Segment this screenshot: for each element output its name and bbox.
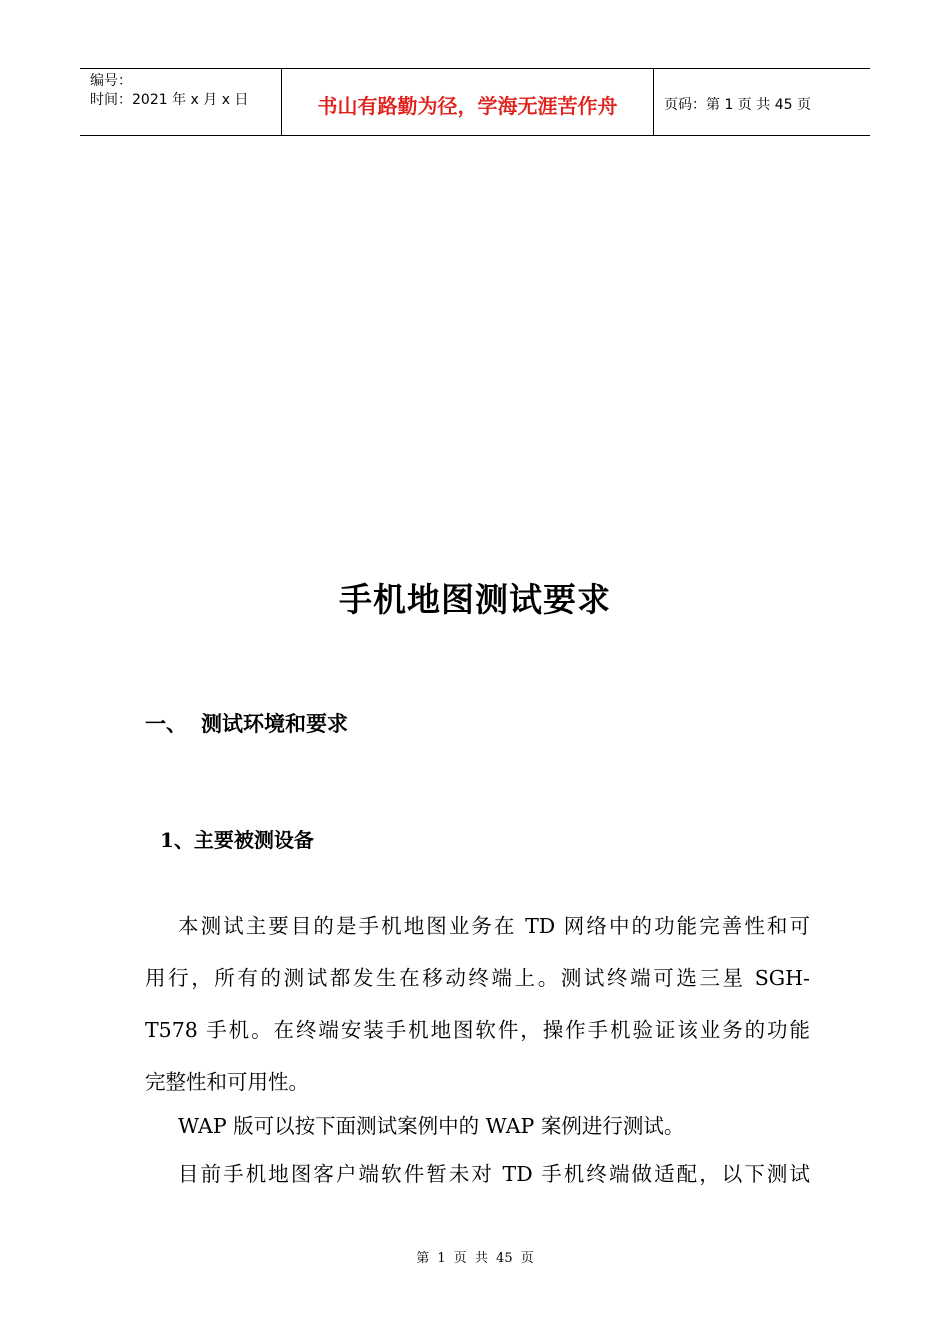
page-footer: 第 1 页 共 45 页 — [416, 1251, 534, 1266]
section-title: 测试环境和要求 — [201, 711, 348, 736]
document-title: 手机地图测试要求 — [339, 580, 611, 619]
header-motto: 书山有路勤为径，学海无涯苦作舟 — [281, 69, 654, 135]
body-line: WAP 版可以按下面测试案例中的 WAP 案例进行测试。 — [178, 1114, 685, 1138]
body-line: 本测试主要目的是手机地图业务在 TD 网络中的功能完善性和可 — [178, 914, 810, 938]
body-line: 用行，所有的测试都发生在移动终端上。测试终端可选三星 SGH- — [145, 966, 810, 990]
body-paragraph-1 — [145, 900, 810, 1108]
body-line: 目前手机地图客户端软件暂未对 TD 手机终端做适配，以下测试 — [178, 1162, 810, 1186]
document-header — [80, 68, 870, 136]
header-page-info: 页码：第 1 页 共 45 页 — [664, 97, 811, 113]
subsection-heading: 1、主要被测设备 — [160, 828, 314, 852]
body-line: 完整性和可用性。 — [145, 1070, 309, 1094]
body-line: T578 手机。在终端安装手机地图软件，操作手机验证该业务的功能 — [145, 1018, 810, 1042]
time-label: 时间：2021 年 x 月 x 日 — [90, 92, 249, 108]
body-paragraph-2 — [145, 1102, 810, 1198]
section-number: 一、 — [145, 711, 187, 736]
section-heading — [145, 708, 348, 738]
number-label: 编号： — [90, 73, 132, 89]
header-meta — [80, 69, 281, 135]
